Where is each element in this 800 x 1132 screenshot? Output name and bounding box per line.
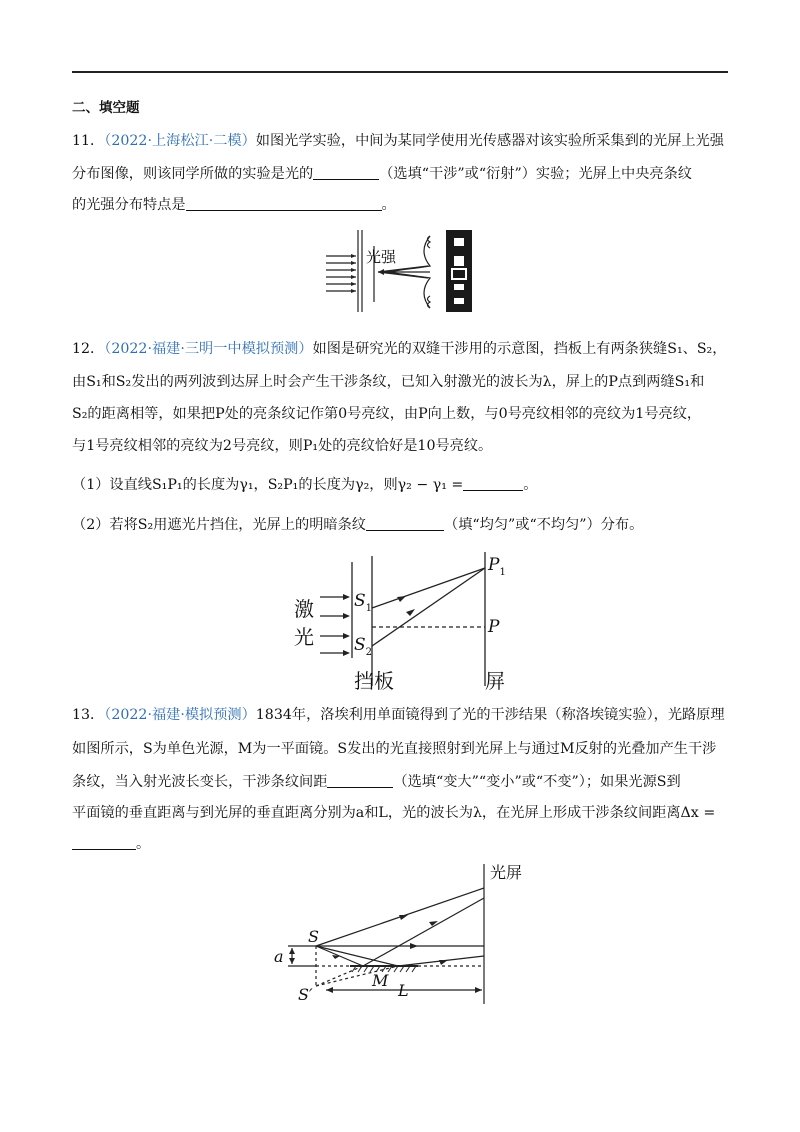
q12-figure: [290, 548, 530, 696]
q12-line1: 12．（2022·福建·三明一中模拟预测）如图是研究光的双缝干涉用的示意图，挡板上有两条狭缝S₁、S₂，: [72, 341, 727, 357]
q13-line1: 13．（2022·福建·模拟预测）1834年，洛埃利用单面镜得到了光的干涉结果（称洛埃镜实验），光路原理: [72, 707, 725, 723]
q12-sub2: （2）若将S₂用遮光片挡住，光屏上的明暗条纹 （填“均匀”或“不均匀”）分布。: [72, 517, 644, 533]
q13-line4: 平面镜的垂直距离与到光屏的垂直距离分别为a和L，光的波长为λ，在光屏上形成干涉条纹间距离Δx =: [72, 805, 716, 821]
mirror-m-label: M: [372, 971, 389, 990]
q12-line3: S₂的距离相等，如果把P处的亮条纹记作第0号亮纹，由P向上数，与0号亮纹相邻的亮纹为1号亮纹，: [72, 406, 702, 422]
s2-label: $S_2$: [354, 635, 373, 658]
p1-label: $P_1$: [488, 555, 506, 578]
q12-line2: 由S₁和S₂发出的两列波到达屏上时会产生干涉条纹，已知入射激光的波长为λ，屏上的P点到两缝S₁和: [72, 374, 705, 390]
laser-label-1: 激: [294, 597, 314, 621]
q13-figure: [268, 858, 540, 1006]
a-label: a: [274, 947, 284, 966]
section-title: 二、填空题: [72, 100, 140, 116]
image-s-label: S′: [298, 985, 313, 1004]
q12-blank1[interactable]: [463, 476, 523, 491]
q12-number: 12．: [72, 341, 105, 357]
q11-source-link[interactable]: （2022·上海松江·二模）: [104, 133, 256, 149]
q13-blank2[interactable]: [72, 835, 136, 850]
q12-source-link[interactable]: （2022·福建·三明一中模拟预测）: [104, 341, 313, 357]
q13-source-link[interactable]: （2022·福建·模拟预测）: [104, 707, 256, 723]
q11-number: 11．: [72, 133, 105, 149]
screen-label: 屏: [485, 669, 505, 693]
q13-screen-label: 光屏: [490, 863, 523, 882]
q11-line2: 分布图像，则该同学所做的实验是光的 （选填“干涉”或“衍射”）实验；光屏上中央亮条纹: [72, 166, 692, 182]
q13-blank1[interactable]: [327, 773, 393, 788]
q11-line1: 11．（2022·上海松江·二模）如图光学实验，中间为某同学使用光传感器对该实验所采集到的光屏上光强: [72, 133, 724, 149]
baffle-label: 挡板: [354, 669, 394, 693]
q13-line2: 如图所示，S为单色光源，M为一平面镜。S发出的光直接照射到光屏上与通过M反射的光叠加产生干涉: [72, 741, 717, 757]
q11-blank1[interactable]: [313, 165, 379, 180]
source-s-label: S: [308, 927, 319, 946]
l-label: L: [398, 981, 409, 1000]
top-rule: [72, 71, 728, 73]
q13-line3: 条纹，当入射光波长变长，干涉条纹间距 （选填“变大”“变小”或“不变”）；如果光源S到: [72, 774, 681, 790]
q11-blank2[interactable]: [186, 196, 382, 211]
s1-label: $S_1$: [354, 591, 373, 614]
laser-label-2: 光: [294, 625, 314, 649]
q12-sub1: （1）设直线S₁P₁的长度为γ₁，S₂P₁的长度为γ₂，则γ₂ − γ₁ = 。: [72, 477, 538, 493]
q12-line4: 与1号亮纹相邻的亮纹为2号亮纹，则P₁处的亮纹恰好是10号亮纹。: [72, 438, 493, 454]
q11-figure: [318, 226, 478, 316]
p-label: P: [488, 617, 500, 637]
q11-fig-label: 光强: [366, 248, 397, 266]
q13-number: 13．: [72, 707, 105, 723]
q11-line3: 的光强分布特点是 。: [72, 197, 396, 213]
q12-blank2[interactable]: [366, 516, 444, 531]
q13-line5: 。: [72, 834, 732, 854]
